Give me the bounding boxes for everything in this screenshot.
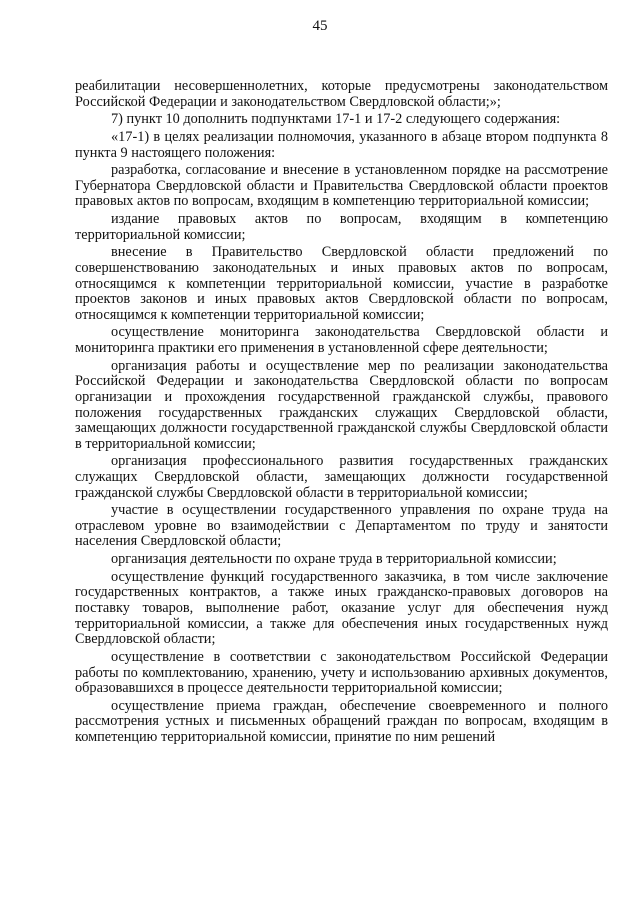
paragraph-list-item: издание правовых актов по вопросам, входящим в компетенцию территориальной комиссии; bbox=[75, 211, 608, 243]
paragraph-list-item: разработка, согласование и внесение в установленном порядке на рассмотрение Губернатора Свердловской области и Правительства Свердловской области проектов правовых актов по вопросам, входящим в компетенцию территориальной комиссии; bbox=[75, 162, 608, 210]
paragraph-continuation: реабилитации несовершеннолетних, которые предусмотрены законодательством Российской Федерации и законодательством Свердловской области;»; bbox=[75, 78, 608, 110]
paragraph-list-item: осуществление приема граждан, обеспечение своевременного и полного рассмотрения устных и письменных обращений граждан по вопросам, входящим в компетенцию территориальной комиссии, принятие по ним решений bbox=[75, 697, 608, 745]
paragraph-list-item: осуществление функций государственного заказчика, в том числе заключение государственных контрактов, а также иных гражданско-правовых договоров на поставку товаров, выполнение работ, оказание услуг для обеспечения нужд территориальной комиссии, а также для обеспечения иных государственных нужд Свердловской области; bbox=[75, 568, 608, 648]
paragraph-list-item: организация работы и осуществление мер по реализации законодательства Российской Федерации и законодательства Свердловской области по вопросам организации и прохождения государственной гражданской службы, правового положения государственных гражданских служащих Свердловской области, замещающих должности государственной гражданской службы Свердловской области в территориальной комиссии; bbox=[75, 357, 608, 452]
document-body bbox=[75, 79, 608, 748]
paragraph-list-item: участие в осуществлении государственного управления по охране труда на отраслевом уровне во взаимодействии с Департаментом по труду и занятости населения Свердловской области; bbox=[75, 502, 608, 550]
paragraph-amendment-item-7: 7) пункт 10 дополнить подпунктами 17-1 и 17-2 следующего содержания: bbox=[111, 111, 561, 128]
paragraph-list-item: осуществление мониторинга законодательства Свердловской области и мониторинга практики его применения в установленной сфере деятельности; bbox=[75, 324, 608, 357]
paragraph-subitem-17-1: «17-1) в целях реализации полномочия, указанного в абзаце втором подпункта 8 пункта 9 настоящего положения: bbox=[75, 128, 608, 161]
paragraph-list-item: организация деятельности по охране труда в территориальной комиссии; bbox=[111, 551, 557, 568]
page-number: 45 bbox=[312, 18, 328, 34]
paragraph-list-item: организация профессионального развития государственных гражданских служащих Свердловской области, замещающих должности государственной гражданской службы Свердловской области в территориальной комиссии; bbox=[75, 453, 608, 501]
paragraph-list-item: осуществление в соответствии с законодательством Российской Федерации работы по комплектованию, хранению, учету и использованию архивных документов, образовавшихся в процессе деятельности территориальной комиссии; bbox=[75, 648, 608, 697]
paragraph-list-item: внесение в Правительство Свердловской области предложений по совершенствованию законодательных и иных правовых актов по вопросам, относящимся к компетенции территориальной комиссии, участие в разработке проектов законов и иных правовых актов Свердловской области по вопросам, относящимся к компетенции территориальной комиссии; bbox=[75, 244, 608, 323]
